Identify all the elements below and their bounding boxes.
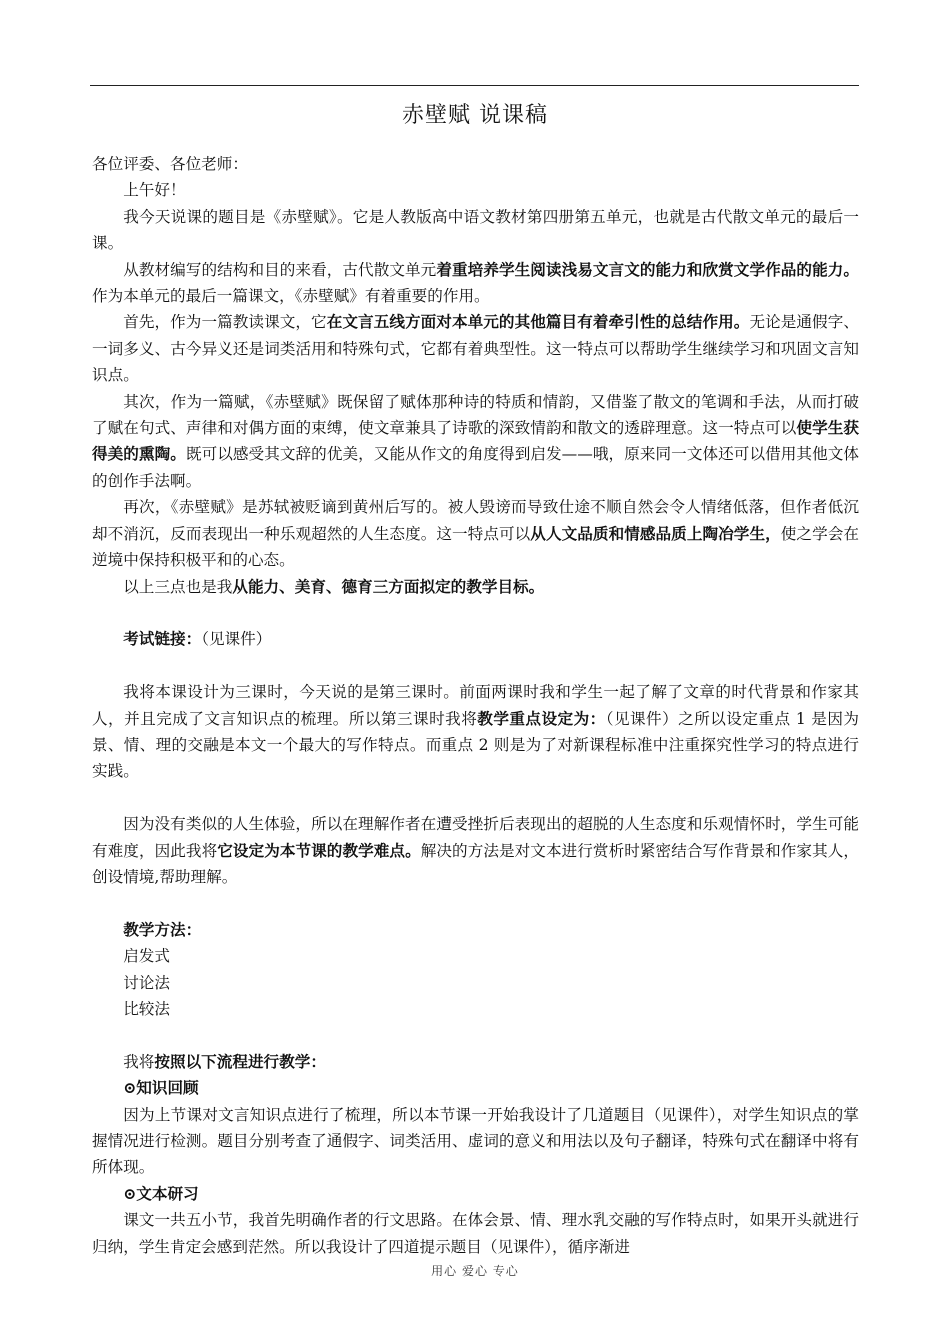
bold-text: ⊙文本研习 bbox=[123, 1183, 199, 1203]
bold-text: ⊙知识回顾 bbox=[123, 1078, 199, 1098]
paragraph-second bbox=[92, 389, 859, 495]
paragraph-structure bbox=[92, 257, 859, 310]
flow-heading bbox=[92, 1049, 859, 1075]
paragraph-first bbox=[92, 309, 859, 388]
bold-text: 在文言五线方面对本单元的其他篇目有着牵引性的总结作用。 bbox=[326, 312, 750, 332]
paragraph-third bbox=[92, 494, 859, 573]
text: 我将本课设计为三课时，今天说的是第三课时。前面两课时我和学生一起了解了文章的时代背景和作家其人，并且完成了文言知识点的梳理。所以第三课时我将 bbox=[92, 683, 859, 728]
text: 从教材编写的结构和目的来看，古代散文单元 bbox=[123, 260, 437, 279]
bold-text: 按照以下流程进行教学： bbox=[154, 1051, 326, 1071]
bold-text: 使学生获得美的熏陶。 bbox=[92, 418, 859, 464]
blank-line bbox=[92, 785, 859, 811]
blank-line bbox=[92, 653, 859, 679]
exam-label: 考试链接： bbox=[123, 629, 202, 649]
blank-line bbox=[92, 890, 859, 916]
bold-text: 着重培养学生阅读浅易文言文的能力和欣赏文学作品的能力。 bbox=[436, 259, 859, 279]
text: 无论是通假字、一词多义、古今异义还是词类活用和特殊句式，它都有着典型性。这一特点可以帮助学生继续学习和巩固文言知识点。 bbox=[92, 313, 859, 385]
method-item: 讨论法 bbox=[123, 973, 170, 992]
paragraph-difficulty bbox=[92, 811, 859, 890]
bold-text: 教学重点设定为： bbox=[477, 708, 606, 728]
hello: 上午好！ bbox=[123, 181, 186, 200]
bold-text: 它设定为本节课的教学难点。 bbox=[217, 840, 421, 860]
text: 使之学会在逆境中保持积极平和的心态。 bbox=[92, 524, 859, 570]
section-title-review bbox=[92, 1075, 859, 1101]
header-rule bbox=[90, 85, 859, 86]
bold-text: 教学方法： bbox=[123, 919, 202, 939]
text: 作为本单元的最后一篇课文，《赤壁赋》有着重要的作用。 bbox=[92, 287, 490, 306]
method-item: 比较法 bbox=[123, 999, 170, 1018]
text: 以上三点也是我 bbox=[123, 577, 233, 596]
text: 因为没有类似的人生体验，所以在理解作者在遭受挫折后表现出的超脱的人生态度和乐观情怀时，学生可能有难度，因此我将 bbox=[92, 815, 859, 860]
text: （见课件）之所以设定重点 1 是因为景、情、理的交融是本文一个最大的写作特点。而重点 2 则是为了对新课程标准中注重探究性学习的特点进行实践。 bbox=[92, 709, 859, 781]
section-title-study bbox=[92, 1181, 859, 1207]
document-body bbox=[92, 151, 859, 1260]
paragraph-intro: 我今天说课的题目是《赤壁赋》。它是人教版高中语文教材第四册第五单元，也就是古代散文单元的最后一课。 bbox=[92, 207, 859, 253]
text: 我将 bbox=[123, 1052, 155, 1071]
document-title: 赤壁赋 说课稿 bbox=[402, 103, 548, 128]
exam-link bbox=[92, 626, 859, 652]
paragraph-summary bbox=[92, 574, 859, 600]
methods-label bbox=[92, 917, 859, 943]
greeting: 各位评委、各位老师： bbox=[92, 155, 248, 173]
blank-line bbox=[92, 600, 859, 626]
paragraph-key-points bbox=[92, 679, 859, 785]
text: 既可以感受其文辞的优美，又能从作文的角度得到启发——哦，原来同一文体还可以借用其他文体的创作手法啊。 bbox=[92, 445, 859, 490]
paragraph-study: 课文一共五小节，我首先明确作者的行文思路。在体会景、情、理水乳交融的写作特点时，如果开头就进行归纳，学生肯定会感到茫然。所以我设计了四道提示题目（见课件），循序渐进 bbox=[92, 1211, 859, 1256]
text: 首先，作为一篇教读课文，它 bbox=[123, 313, 327, 332]
bold-text: 从人文品质和情感品质上陶冶学生， bbox=[530, 523, 781, 543]
paragraph-review: 因为上节课对文言知识点进行了梳理，所以本节课一开始我设计了几道题目（见课件），对学生知识点的掌握情况进行检测。题目分别考查了通假字、词类活用、虚词的意义和用法以及句子翻译，特殊句式在翻译中将有所体现。 bbox=[92, 1105, 859, 1177]
method-item: 启发式 bbox=[123, 947, 170, 966]
page-footer: 用心 爱心 专心 bbox=[431, 1264, 519, 1278]
blank-line bbox=[92, 1022, 859, 1048]
text: 其次，作为一篇赋，《赤壁赋》既保留了赋体那种诗的特质和情韵，又借鉴了散文的笔调和手法，从而打破了赋在句式、声律和对偶方面的束缚，使文章兼具了诗歌的深致情韵和散文的透辟理意。这一特点可以 bbox=[92, 392, 859, 438]
text: 解决的方法是对文本进行赏析时紧密结合写作背景和作家其人，创设情境,帮助理解。 bbox=[92, 841, 859, 886]
text: 再次，《赤壁赋》是苏轼被贬谪到黄州后写的。被人毁谤而导致仕途不顺自然会令人情绪低落，但作者低沉却不消沉，反而表现出一种乐观超然的人生态度。这一特点可以 bbox=[92, 498, 859, 543]
bold-text: 从能力、美育、德育三方面拟定的教学目标。 bbox=[232, 576, 545, 596]
exam-text: （见课件） bbox=[201, 630, 272, 649]
